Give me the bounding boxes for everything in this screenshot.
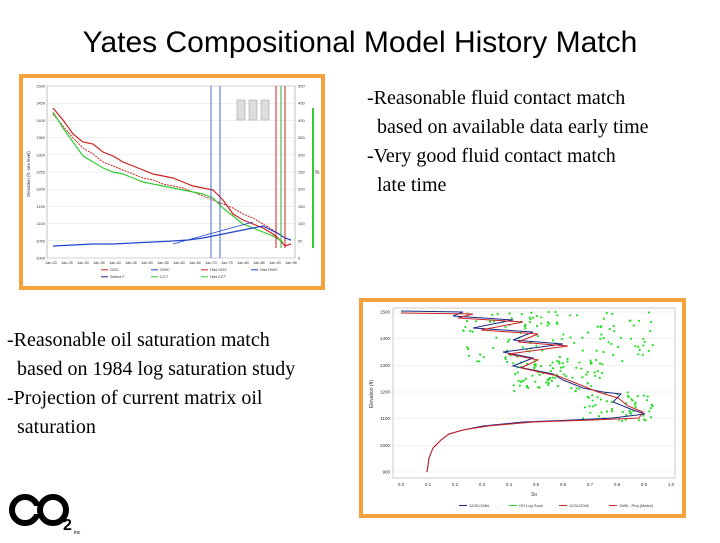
log-point — [589, 412, 591, 414]
log-point — [504, 326, 506, 328]
log-point — [637, 395, 639, 397]
top-legend-label: Hist OWC — [260, 267, 278, 272]
log-point — [529, 321, 531, 323]
log-point — [479, 353, 481, 355]
log-point — [514, 373, 516, 375]
top-y-left-tick: 1450 — [36, 100, 45, 106]
bottom-y-tick: 1500 — [379, 309, 390, 315]
top-notes: -Reasonable fluid contact match based on available data early time -Very good fluid contact match late time — [367, 87, 649, 196]
log-point — [643, 395, 645, 397]
log-point — [578, 388, 580, 390]
svg-text:2: 2 — [63, 517, 72, 534]
log-point — [588, 397, 590, 399]
svg-text:inc: inc — [74, 530, 81, 536]
top-x-tick: Jan-90 — [269, 261, 281, 265]
log-point — [650, 321, 652, 323]
log-point — [525, 378, 527, 380]
history-match-chart-frame — [19, 74, 325, 290]
log-point — [491, 314, 493, 316]
oil-saturation-chart-frame — [359, 298, 686, 518]
top-y-right-tick: 350 — [298, 135, 305, 141]
log-point — [468, 355, 470, 357]
log-point — [464, 326, 466, 328]
log-point — [534, 381, 536, 383]
log-point — [562, 362, 564, 364]
top-y-left-label: Elevation (ft, sea level) — [26, 151, 31, 197]
log-point — [576, 387, 578, 389]
log-point — [617, 346, 619, 348]
log-point — [522, 346, 524, 348]
log-point — [466, 320, 468, 322]
log-point — [610, 343, 612, 345]
log-point — [571, 377, 573, 379]
log-point — [513, 384, 515, 386]
log-point — [596, 350, 598, 352]
log-point — [652, 344, 654, 346]
log-point — [476, 360, 478, 362]
log-point — [606, 400, 608, 402]
top-y-right-tick: 400 — [298, 117, 305, 123]
top-y-left-tick: 1250 — [36, 169, 45, 175]
log-point — [634, 406, 636, 408]
log-point — [598, 415, 600, 417]
log-point — [587, 382, 589, 384]
log-point — [462, 330, 464, 332]
log-point — [492, 347, 494, 349]
log-point — [639, 349, 641, 351]
top-x-tick: Jan-80 — [237, 261, 249, 265]
bottom-x-tick: 0.1 — [424, 482, 432, 487]
log-point — [469, 330, 471, 332]
log-point — [483, 356, 485, 358]
log-point — [592, 405, 594, 407]
log-point — [637, 346, 639, 348]
scale-bar — [312, 108, 314, 248]
top-x-tick: Jan-35 — [93, 261, 105, 265]
log-point — [600, 333, 602, 335]
log-point — [565, 375, 567, 377]
history-match-chart — [23, 78, 321, 286]
log-point — [590, 385, 592, 387]
log-point — [644, 419, 646, 421]
log-point — [545, 382, 547, 384]
bottom-x-tick: 0.7 — [586, 482, 594, 487]
log-point — [609, 328, 611, 330]
top-legend-label: Hist CCT — [210, 274, 227, 279]
top-y-right-tick: 0 — [298, 255, 301, 261]
log-point — [642, 338, 644, 340]
log-point — [602, 351, 604, 353]
log-point — [556, 321, 558, 323]
log-point — [467, 348, 469, 350]
top-y-right-tick: 450 — [298, 100, 305, 106]
log-point — [637, 353, 639, 355]
log-point — [507, 340, 509, 342]
log-point — [558, 361, 560, 363]
log-point — [519, 385, 521, 387]
log-point — [629, 410, 631, 412]
bottom-x-tick: 0.6 — [559, 482, 567, 487]
log-point — [478, 360, 480, 362]
log-point — [613, 330, 615, 332]
log-point — [537, 335, 539, 337]
log-point — [536, 315, 538, 317]
log-point — [497, 313, 499, 315]
top-x-tick: Jan-50 — [141, 261, 153, 265]
bottom-legend-label: 12/31/2002 — [569, 503, 590, 508]
log-point — [627, 395, 629, 397]
log-point — [548, 311, 550, 313]
slide-title: Yates Compositional Model History Match — [82, 26, 638, 59]
top-y-right-tick: 300 — [298, 152, 305, 158]
log-point — [608, 341, 610, 343]
log-point — [630, 412, 632, 414]
bottom-legend-label: OH Log Sooil — [519, 503, 543, 508]
log-point — [594, 375, 596, 377]
log-point — [648, 311, 650, 313]
top-legend-label: Select F — [110, 274, 125, 279]
log-point — [540, 316, 542, 318]
bottom-x-tick: 0.2 — [451, 482, 459, 487]
bottom-x-label: So — [530, 492, 538, 498]
log-point — [558, 362, 560, 364]
log-point — [524, 324, 526, 326]
log-point — [536, 325, 538, 327]
log-point — [594, 404, 596, 406]
bottom-legend-label: 12/31/1984 — [469, 503, 490, 508]
log-point — [505, 358, 507, 360]
log-point — [538, 374, 540, 376]
top-legend-label: Hist GOC — [210, 267, 228, 272]
log-point — [547, 384, 549, 386]
bottom-legend-label: 1985 - Proj (Match) — [619, 503, 654, 508]
top-y-right-tick: 500 — [298, 83, 305, 89]
log-point — [595, 359, 597, 361]
log-point — [606, 312, 608, 314]
log-point — [649, 330, 651, 332]
bottom-x-tick: 0.4 — [505, 482, 513, 487]
log-point — [601, 363, 603, 365]
log-point — [518, 380, 520, 382]
log-point — [638, 320, 640, 322]
log-point — [600, 398, 602, 400]
log-point — [634, 402, 636, 404]
top-y-right-tick: 100 — [298, 221, 305, 227]
log-point — [517, 371, 519, 373]
log-point — [627, 391, 629, 393]
log-point — [561, 338, 563, 340]
log-point — [581, 376, 583, 378]
log-point — [546, 379, 548, 381]
bottom-y-tick: 1300 — [379, 362, 390, 368]
bottom-x-tick: 1.0 — [667, 482, 675, 487]
log-point — [529, 317, 531, 319]
log-point — [511, 317, 513, 319]
log-point — [585, 373, 587, 375]
log-point — [552, 339, 554, 341]
oil-saturation-chart — [363, 302, 682, 514]
log-point — [599, 326, 601, 328]
log-point — [651, 404, 653, 406]
log-point — [559, 370, 561, 372]
log-point — [634, 345, 636, 347]
log-point — [589, 359, 591, 361]
log-point — [554, 311, 556, 313]
top-y-right-tick: 200 — [298, 186, 305, 192]
log-point — [539, 386, 541, 388]
top-legend-label: OWC — [160, 267, 170, 272]
log-point — [549, 364, 551, 366]
log-point — [506, 361, 508, 363]
log-point — [566, 361, 568, 363]
log-point — [591, 394, 593, 396]
log-point — [590, 362, 592, 364]
log-point — [527, 387, 529, 389]
annotation-boxes — [237, 100, 269, 120]
log-point — [646, 399, 648, 401]
log-point — [644, 341, 646, 343]
top-x-tick: Jan-70 — [205, 261, 217, 265]
log-point — [524, 325, 526, 327]
top-legend-label: CCT — [160, 274, 169, 279]
co2-logo — [8, 492, 98, 538]
log-point — [566, 358, 568, 360]
log-point — [584, 406, 586, 408]
top-y-left-tick: 1100 — [36, 221, 45, 227]
log-point — [575, 367, 577, 369]
log-point — [638, 419, 640, 421]
log-point — [648, 350, 650, 352]
log-point — [587, 371, 589, 373]
log-point — [573, 342, 575, 344]
top-y-left-tick: 1500 — [36, 83, 45, 89]
log-point — [633, 324, 635, 326]
log-point — [532, 317, 534, 319]
log-point — [613, 325, 615, 327]
log-point — [578, 361, 580, 363]
log-point — [569, 314, 571, 316]
bottom-x-tick: 0.8 — [613, 482, 621, 487]
log-point — [576, 314, 578, 316]
top-x-tick: Jan-45 — [125, 261, 137, 265]
log-point — [530, 312, 532, 314]
top-x-tick: Jan-60 — [173, 261, 185, 265]
bottom-y-tick: 1100 — [380, 416, 390, 422]
top-y-left-tick: 1150 — [36, 203, 45, 209]
bottom-y-tick: 1200 — [379, 389, 390, 395]
log-point — [509, 312, 511, 314]
log-point — [597, 326, 599, 328]
log-point — [526, 385, 528, 387]
top-y-left-tick: 1400 — [36, 117, 45, 123]
log-point — [551, 380, 553, 382]
bottom-x-tick: 0.0 — [397, 482, 405, 487]
log-point — [512, 362, 514, 364]
log-point — [495, 337, 497, 339]
log-point — [560, 367, 562, 369]
log-point — [647, 395, 649, 397]
log-point — [588, 405, 590, 407]
top-y-right-tick: 50 — [298, 238, 303, 244]
log-point — [581, 337, 583, 339]
log-point — [534, 365, 536, 367]
log-point — [629, 320, 631, 322]
log-point — [597, 396, 599, 398]
log-point — [513, 390, 515, 392]
log-point — [599, 362, 601, 364]
top-x-tick: Jan-85 — [253, 261, 265, 265]
log-point — [550, 370, 552, 372]
log-point — [642, 415, 644, 417]
bottom-y-tick: 900 — [382, 469, 390, 475]
top-x-tick: Jan-75 — [221, 261, 233, 265]
log-point — [611, 408, 613, 410]
log-point — [603, 318, 605, 320]
log-point — [559, 356, 561, 358]
log-point — [612, 354, 614, 356]
log-point — [574, 390, 576, 392]
log-point — [569, 336, 571, 338]
top-y-right-label: % — [315, 170, 320, 176]
log-point — [535, 345, 537, 347]
log-point — [556, 360, 558, 362]
log-point — [602, 337, 604, 339]
log-point — [531, 375, 533, 377]
top-y-left-tick: 1300 — [36, 152, 45, 158]
log-point — [630, 398, 632, 400]
log-point — [552, 377, 554, 379]
bottom-x-tick: 0.3 — [478, 482, 486, 487]
log-point — [551, 361, 553, 363]
log-point — [611, 410, 613, 412]
top-legend-label: GOC — [110, 267, 120, 272]
bottom-x-tick: 0.9 — [640, 482, 648, 487]
top-y-left-tick: 1050 — [36, 238, 45, 244]
bottom-x-tick: 0.5 — [532, 482, 540, 487]
log-point — [648, 410, 650, 412]
log-point — [546, 324, 548, 326]
log-point — [475, 320, 477, 322]
top-x-tick: Jan-55 — [157, 261, 169, 265]
log-point — [524, 327, 526, 329]
log-point — [642, 354, 644, 356]
log-point — [599, 377, 601, 379]
log-point — [562, 366, 564, 368]
top-y-right-tick: 250 — [298, 169, 305, 175]
log-point — [621, 420, 623, 422]
log-point — [642, 344, 644, 346]
log-point — [471, 331, 473, 333]
log-point — [540, 322, 542, 324]
log-point — [521, 313, 523, 315]
top-x-tick: Jan-25 — [61, 261, 73, 265]
bottom-notes: -Reasonable oil saturation match based on 1984 log saturation study -Projection of current matrix oil saturation — [7, 329, 296, 438]
log-point — [591, 399, 593, 401]
log-point — [650, 416, 652, 418]
bottom-y-label: Elevation (ft) — [369, 379, 375, 409]
log-point — [562, 333, 564, 335]
log-point — [587, 331, 589, 333]
bottom-y-tick: 1400 — [379, 336, 390, 342]
log-point — [630, 338, 632, 340]
log-point — [557, 385, 559, 387]
log-point — [556, 314, 558, 316]
log-point — [548, 382, 550, 384]
log-point — [554, 377, 556, 379]
log-point — [563, 373, 565, 375]
log-point — [621, 360, 623, 362]
bottom-y-tick: 1000 — [379, 442, 390, 448]
log-point — [622, 411, 624, 413]
log-point — [540, 365, 542, 367]
top-y-left-tick: 1200 — [36, 186, 45, 192]
log-point — [535, 363, 537, 365]
top-x-tick: Jan-95 — [285, 261, 297, 265]
log-point — [599, 338, 601, 340]
log-point — [601, 372, 603, 374]
log-point — [606, 410, 608, 412]
log-point — [600, 411, 602, 413]
top-x-tick: Jan-30 — [77, 261, 89, 265]
log-point — [570, 387, 572, 389]
log-point — [611, 313, 613, 315]
log-point — [547, 321, 549, 323]
top-y-left-tick: 1350 — [36, 135, 45, 141]
top-x-tick: Jan-20 — [45, 261, 57, 265]
log-point — [620, 337, 622, 339]
log-point — [508, 339, 510, 341]
top-y-right-tick: 150 — [298, 203, 305, 209]
log-point — [650, 407, 652, 409]
log-point — [582, 350, 584, 352]
log-point — [597, 370, 599, 372]
top-x-tick: Jan-40 — [109, 261, 121, 265]
log-point — [593, 371, 595, 373]
log-point — [523, 379, 525, 381]
top-y-left-tick: 1000 — [36, 255, 45, 261]
log-point — [580, 367, 582, 369]
top-x-tick: Jan-65 — [189, 261, 201, 265]
log-point — [552, 367, 554, 369]
